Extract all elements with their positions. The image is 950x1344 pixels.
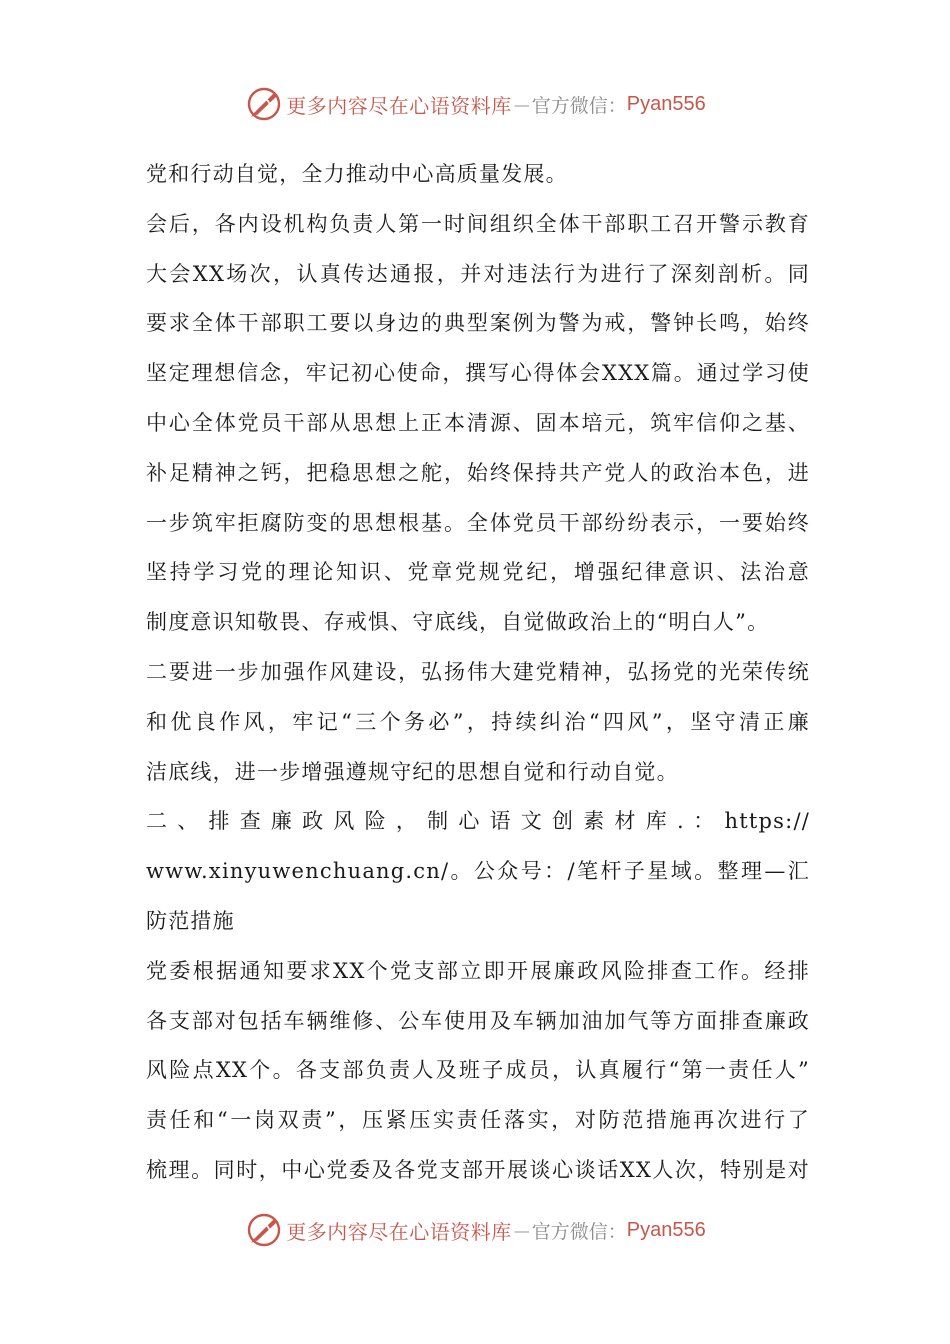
text-line: 责任和“一岗双责”，压紧压实责任落实，对防范措施再次进行了 [146,1108,810,1133]
text-line: 梳理。同时，中心党委及各党支部开展谈心谈话XX人次，特别是对 [146,1157,810,1182]
section-heading-end: 防范措施 [146,908,235,933]
banner-site-name: 更多内容尽在心语资料库 [286,93,512,118]
banner-wechat-label: 官方微信： [531,1220,627,1243]
text-line: 各支部对包括车辆维修、公车使用及车辆加油加气等方面排查廉政 [146,1008,810,1033]
text-line: 风险点XX个。各支部负责人及班子成员，认真履行“第一责任人” [146,1058,810,1083]
text-line: 要求全体干部职工要以身边的典型案例为警为戒，警钟长鸣，始终 [146,311,810,336]
text-line: 会后，各内设机构负责人第一时间组织全体干部职工召开警示教育 [146,211,810,236]
text-line: 中心全体党员干部从思想上正本清源、固本培元，筑牢信仰之基、 [146,410,810,435]
banner-wechat-label: 官方微信： [531,94,627,117]
footer-watermark-banner [0,1208,950,1252]
text-line: 一步筑牢拒腐防变的思想根基。全体党员干部纷纷表示，一要始终 [146,510,810,535]
section-heading-line: 二 、 排 查 廉 政 风 险 ， 制 心 语 文 创 素 材 库 . ： https:// [146,809,810,834]
document-body [146,150,810,1196]
banner-wechat-id: Pyan556 [626,1218,706,1241]
text-line: 党和行动自觉，全力推动中心高质量发展。 [146,162,568,186]
quill-logo-icon [244,1210,284,1250]
text-line: 二要进一步加强作风建设，弘扬伟大建党精神，弘扬党的光荣传统 [146,659,810,684]
text-line: 坚持学习党的理论知识、党章党规党纪，增强纪律意识、法治意 [146,560,810,585]
quill-logo-icon [244,84,284,124]
header-watermark-banner [0,82,950,126]
text-line: 党委根据通知要求XX个党支部立即开展廉政风险排查工作。经排 [146,958,810,983]
banner-wechat-id: Pyan556 [626,92,706,115]
text-line: 坚定理想信念，牢记初心使命，撰写心得体会XXX篇。通过学习使 [146,361,810,386]
banner-separator: — [513,1220,530,1240]
text-line: 洁底线，进一步增强遵规守纪的思想自觉和行动自觉。 [146,759,679,784]
text-line: www.xinyuwenchuang.cn/。公众号：/笔杆子星域。整理—汇 [146,859,810,884]
text-line: 制度意识知敬畏、存戒惧、守底线，自觉做政治上的“明白人”。 [146,610,770,635]
banner-site-name: 更多内容尽在心语资料库 [286,1219,512,1244]
text-line: 大会XX场次，认真传达通报，并对违法行为进行了深刻剖析。同 [146,261,810,286]
text-line: 和优良作风，牢记“三个务必”，持续纠治“四风”，坚守清正廉 [146,709,810,734]
banner-separator: — [513,94,530,114]
text-line: 补足精神之钙，把稳思想之舵，始终保持共产党人的政治本色，进 [146,460,810,485]
